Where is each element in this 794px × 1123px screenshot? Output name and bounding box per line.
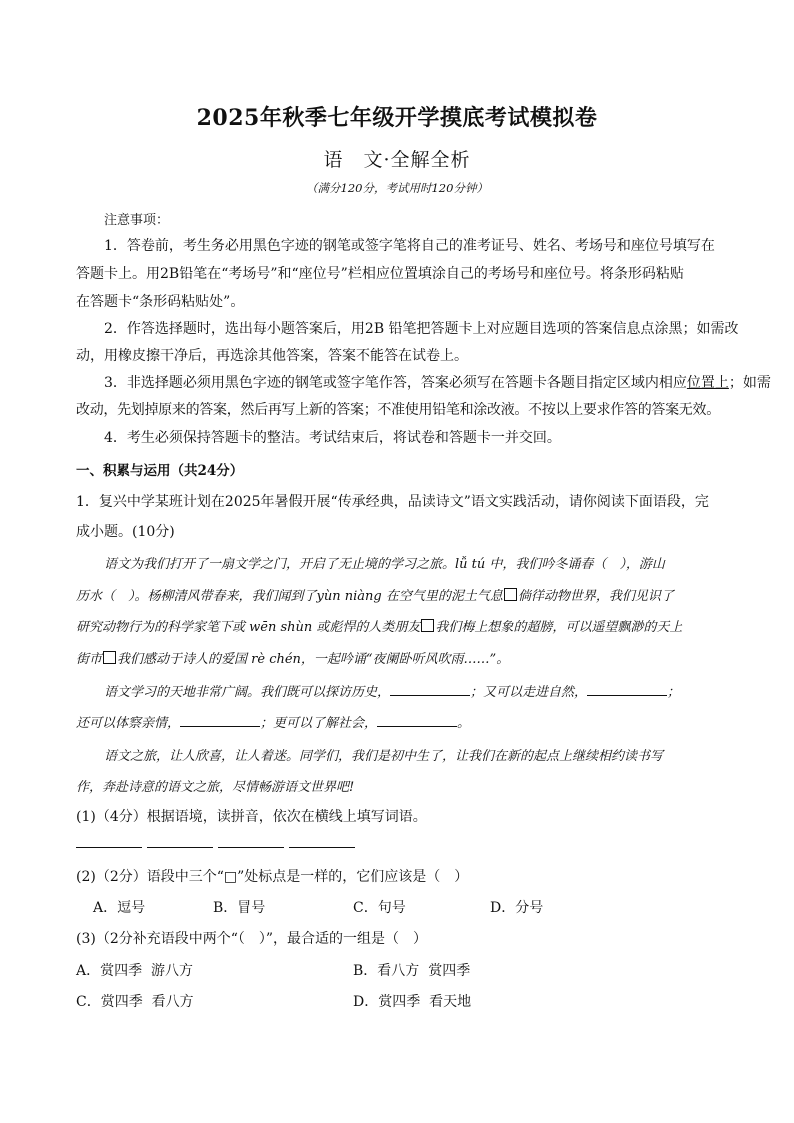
passage-p2-line-2-c: 。 <box>457 716 471 731</box>
passage-p3-line-2: 作，奔赴诗意的语文之旅，尽情畅游语文世界吧! <box>76 780 355 795</box>
subq-2-option-b[interactable]: B．冒号 <box>213 900 266 916</box>
passage-p1-line-4 <box>76 648 726 667</box>
punctuation-box-2 <box>421 619 434 632</box>
passage-p2-line-2-a: 还可以体察亲情， <box>76 716 181 731</box>
notice-item-1-line-2: 答题卡上。用2B铅笔在“考场号”和“座位号”栏相应位置填涂自己的考场号和座位号。将条形码粘贴 <box>76 266 684 282</box>
notice-item-3-line-1 <box>104 372 771 392</box>
notice-item-4: 4．考生必须保持答题卡的整洁。考试结束后，将试卷和答题卡一并交回。 <box>104 430 561 446</box>
passage-p2-line-2 <box>76 712 726 731</box>
section-1-heading: 一、积累与运用（共24分） <box>76 463 244 479</box>
subq-2-option-c[interactable]: C．句号 <box>353 900 406 916</box>
notice-item-3-text-a: 3．非选择题必须用黑色字迹的钢笔或签字笔作答，答案必须写在答题卡各题目指定区域内相应 <box>104 375 687 391</box>
subq-3-option-c[interactable]: C．赏四季 看八方 <box>76 994 194 1010</box>
subq-3-stem: (3)（2分补充语段中两个“（ ）”，最合适的一组是（ ） <box>76 931 428 947</box>
subq-3-option-a[interactable]: A．赏四季 游八方 <box>76 963 194 979</box>
subq-2-stem: (2)（2分）语段中三个“□”处标点是一样的，它们应该是（ ） <box>76 869 469 885</box>
passage-p2-line-1-b: ；又可以走进自然， <box>470 685 588 700</box>
passage-p1-line-3-b: 我们梅上想象的超膀，可以遥望飘渺的天上 <box>435 620 683 635</box>
notice-item-1-line-3: 在答题卡“条形码粘贴处”。 <box>76 294 245 310</box>
exam-title: 2025年秋季七年级开学摸底考试模拟卷 <box>196 105 598 131</box>
q1-stem-line-1: 1．复兴中学某班计划在2025年暑假开展“传承经典，品读诗文”语文实践活动，请你阅读下面语段，完 <box>76 494 709 510</box>
answer-line-3[interactable] <box>218 847 284 849</box>
passage-p1-line-4-b: 我们感动于诗人的爱国 rè chén，一起吟诵“夜阑卧听风吹雨……”。 <box>117 652 510 667</box>
notice-item-2-line-1: 2．作答选择题时，选出每小题答案后，用2B 铅笔把答题卡上对应题目选项的答案信息点涂黑；如需改 <box>104 321 739 337</box>
notice-item-3-underlined: 位置上 <box>686 375 729 391</box>
passage-p1-line-2-a: 历水（ ）。杨柳清风带春来，我们闻到了yùn niàng 在空气里的泥土气息 <box>76 589 503 604</box>
punctuation-box-1 <box>504 588 517 601</box>
passage-p1-line-2-b: 倘徉动物世界，我们见识了 <box>517 589 674 604</box>
passage-p1-line-2 <box>76 585 726 604</box>
exam-subtitle: 语 文·全解全析 <box>323 149 471 171</box>
notice-item-3-line-2: 改动，先划掉原来的答案，然后再写上新的答案；不准使用铅笔和涂改液。不按以上要求作答的答案无效。 <box>76 402 720 418</box>
answer-blank-family[interactable] <box>180 714 260 727</box>
subq-1-stem: (1)（4分）根据语境，读拼音，依次在横线上填写词语。 <box>76 809 427 825</box>
passage-p1-line-4-a: 街市 <box>76 652 103 667</box>
notice-item-3-text-b: ；如需 <box>728 375 771 391</box>
subq-2-option-d[interactable]: D．分号 <box>490 900 544 916</box>
passage-p1-line-3-a: 研究动物行为的科学家笔下或 wēn shùn 或彪悍的人类朋友 <box>76 620 421 635</box>
notice-heading: 注意事项： <box>104 213 170 228</box>
answer-blank-nature[interactable] <box>587 683 667 696</box>
answer-blank-society[interactable] <box>377 714 457 727</box>
punctuation-box-3 <box>103 651 116 664</box>
passage-p2-line-1-c: ； <box>667 685 681 700</box>
q1-stem-line-2: 成小题。(10分) <box>76 524 175 540</box>
answer-line-1[interactable] <box>76 847 142 849</box>
answer-line-2[interactable] <box>147 847 213 849</box>
notice-item-2-line-2: 动，用橡皮擦干净后，再选涂其他答案，答案不能答在试卷上。 <box>76 348 468 364</box>
answer-line-4[interactable] <box>289 847 355 849</box>
answer-blank-history[interactable] <box>390 683 470 696</box>
passage-p2-line-1-a: 语文学习的天地非常广阔。我们既可以探访历史， <box>104 685 391 700</box>
notice-item-1-line-1: 1．答卷前，考生务必用黑色字迹的钢笔或签字笔将自己的准考证号、姓名、考场号和座位号填写在 <box>104 238 715 254</box>
passage-p2-line-2-b: ；更可以了解社会， <box>260 716 378 731</box>
passage-p1-line-1: 语文为我们打开了一扇文学之门，开启了无止境的学习之旅。lǚ tú 中，我们吟冬诵春（ ），游山 <box>104 557 665 572</box>
passage-p2-line-1 <box>104 681 754 700</box>
passage-p1-line-3 <box>76 616 726 635</box>
subq-3-option-b[interactable]: B．看八方 赏四季 <box>353 963 471 979</box>
passage-p3-line-1: 语文之旅，让人欣喜，让人着迷。同学们，我们是初中生了，让我们在新的起点上继续相约读书写 <box>104 749 664 764</box>
subq-2-option-a[interactable]: A．逗号 <box>93 900 146 916</box>
subq-3-option-d[interactable]: D．赏四季 看天地 <box>353 994 472 1010</box>
score-info: （满分120分，考试用时120分钟） <box>306 181 488 195</box>
